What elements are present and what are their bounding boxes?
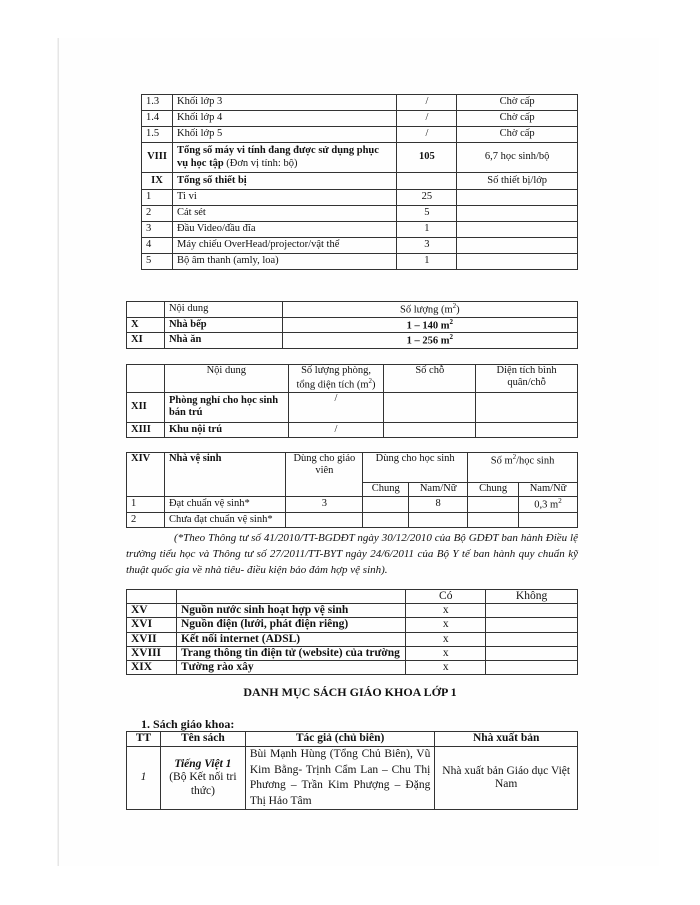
row-unit: Chờ cấp xyxy=(457,111,578,127)
facilities-table xyxy=(126,589,578,675)
book-title: Tiếng Việt 1 xyxy=(174,758,232,771)
row-yes: x xyxy=(406,632,486,646)
row-number: XVIII xyxy=(127,646,177,660)
row-name: Khu nội trú xyxy=(164,422,288,437)
row-number: XVI xyxy=(127,618,177,632)
row-name: Khối lớp 5 xyxy=(172,127,397,143)
table-row xyxy=(142,254,578,270)
row-qty: 5 xyxy=(397,206,457,222)
col-rooms: Số lượng phòng, tổng diện tích $(m^2)$ xyxy=(288,365,384,393)
textbook-table xyxy=(126,731,578,810)
row-qty: / xyxy=(397,127,457,143)
boarding-table xyxy=(126,364,578,438)
row-name: Tường rào xây xyxy=(176,661,405,675)
col-no: Không xyxy=(486,590,578,604)
row-name: Khối lớp 4 xyxy=(172,111,397,127)
table-header-row xyxy=(127,365,578,393)
table-row xyxy=(142,238,578,254)
col-chung: Chung xyxy=(468,483,519,497)
row-unit xyxy=(457,206,578,222)
row-name: Phòng nghỉ cho học sinh bán trú xyxy=(164,392,288,422)
row-qty xyxy=(397,173,457,190)
table-header-row xyxy=(127,453,578,483)
row-number: IX xyxy=(142,173,173,190)
col-namnu: Nam/Nữ xyxy=(409,483,468,497)
row-number: 2 xyxy=(142,206,173,222)
row-qty: 1 xyxy=(397,254,457,270)
col-places: Số chỗ xyxy=(384,365,476,393)
row-name: Khối lớp 3 xyxy=(172,95,397,111)
computers-label: Tổng số máy vi tính đang được sử dụng phục vụ học tập xyxy=(176,145,379,169)
table-row xyxy=(127,661,578,675)
row-number: XV xyxy=(127,604,177,618)
row-qty: 3 xyxy=(397,238,457,254)
col-student: Dùng cho học sinh xyxy=(363,453,468,483)
row-number: 4 xyxy=(142,238,173,254)
table-header-row xyxy=(127,590,578,604)
row-name: Kết nối internet (ADSL) xyxy=(176,632,405,646)
table-header-row xyxy=(127,302,578,318)
row-rooms: / xyxy=(288,422,384,437)
devices-header-row xyxy=(142,173,578,190)
row-yes: x xyxy=(406,661,486,675)
table-row xyxy=(142,111,578,127)
table-row xyxy=(127,512,578,527)
table-row xyxy=(127,317,578,333)
row-name: Ti vi xyxy=(172,190,397,206)
row-number: 1 xyxy=(127,747,161,810)
computers-row xyxy=(142,143,578,173)
kitchen-table xyxy=(126,301,578,349)
col-area: Diện tích bình quân/chỗ xyxy=(476,365,578,393)
row-number: 1.5 xyxy=(142,127,173,143)
section-heading: DANH MỤC SÁCH GIÁO KHOA LỚP 1 xyxy=(243,685,457,699)
row-name: Nguồn nước sinh hoạt hợp vệ sinh xyxy=(176,604,405,618)
row-unit xyxy=(457,254,578,270)
row-qty: / xyxy=(397,111,457,127)
row-rooms: / xyxy=(288,392,384,422)
table-row xyxy=(142,95,578,111)
row-name xyxy=(172,143,397,173)
row-teacher: 3 xyxy=(286,497,363,513)
col-namnu: Nam/Nữ xyxy=(519,483,578,497)
section-title: Nhà vệ sinh xyxy=(164,453,286,497)
row-name: Nguồn điện (lưới, phát điện riêng) xyxy=(176,618,405,632)
row-name: Trang thông tin điện tử (website) của trường xyxy=(176,646,405,660)
row-number: 2 xyxy=(127,512,165,527)
toilet-table xyxy=(126,452,578,528)
row-qty: 25 xyxy=(397,190,457,206)
row-qty: 105 xyxy=(397,143,457,173)
col-quantity: Số lượng $(m^2)$ xyxy=(282,302,577,318)
table-row xyxy=(127,632,578,646)
col-tt: TT xyxy=(127,732,161,747)
row-number: 1.4 xyxy=(142,111,173,127)
row-unit: Chờ cấp xyxy=(457,127,578,143)
table-header-row xyxy=(127,732,578,747)
book-publisher: Nhà xuất bản Giáo dục Việt Nam xyxy=(435,747,578,810)
book-series: (Bộ Kết nối tri thức) xyxy=(169,771,237,797)
row-name: Chưa đạt chuẩn vệ sinh* xyxy=(164,512,286,527)
table-row xyxy=(127,497,578,513)
row-yes: x xyxy=(406,618,486,632)
row-name: Đầu Video/đầu đĩa xyxy=(172,222,397,238)
col-content: Nội dung xyxy=(164,365,288,393)
regulation-note: (*Theo Thông tư số 41/2010/TT-BGDĐT ngày 30/12/2010 của Bộ GDĐT ban hành Điều lệ trường tiểu học và Thông tư số 27/2011/TT-BYT ngày 24/6/2011 của Bộ Y tế ban hành quy chuẩn kỹ thuật quốc gia về nhà tiêu- điều kiện bảo đảm hợp vệ sinh). xyxy=(126,532,578,576)
row-number: XVII xyxy=(127,632,177,646)
row-number: 3 xyxy=(142,222,173,238)
row-number: 1.3 xyxy=(142,95,173,111)
row-number: 1 xyxy=(142,190,173,206)
table-row xyxy=(127,646,578,660)
row-number: XI xyxy=(127,333,165,349)
col-chung: Chung xyxy=(363,483,409,497)
row-unit xyxy=(457,222,578,238)
row-yes: x xyxy=(406,604,486,618)
row-unit: 6,7 học sinh/bộ xyxy=(457,143,578,173)
row-number: VIII xyxy=(142,143,173,173)
row-value: 1 – 256 $m^2$ xyxy=(282,333,577,349)
book-author: Bùi Mạnh Hùng (Tổng Chủ Biên), Vũ Kim Bằng- Trịnh Cẩm Lan – Chu Thị Phương – Trần Kim Phượng – Đặng Thị Hảo Tâm xyxy=(245,747,435,810)
row-number: 5 xyxy=(142,254,173,270)
row-ratio: 0,3 $m^2$ xyxy=(519,497,578,513)
row-unit: Số thiết bị/lớp xyxy=(457,173,578,190)
col-teacher: Dùng cho giáo viên xyxy=(286,453,363,497)
col-ratio: Số $m^2$/học sinh xyxy=(468,453,578,483)
row-qty: / xyxy=(397,95,457,111)
row-unit xyxy=(457,238,578,254)
row-value: 1 – 140 $m^2$ xyxy=(282,317,577,333)
table-row xyxy=(142,190,578,206)
row-name: Cát sét xyxy=(172,206,397,222)
row-qty: 1 xyxy=(397,222,457,238)
row-number: 1 xyxy=(127,497,165,513)
col-author: Tác giả (chủ biên) xyxy=(245,732,435,747)
table-row xyxy=(127,422,578,437)
table-row xyxy=(127,618,578,632)
book-title-cell xyxy=(160,747,245,810)
row-unit: Chờ cấp xyxy=(457,95,578,111)
table-row xyxy=(127,392,578,422)
row-number: XIII xyxy=(127,422,165,437)
table-row xyxy=(142,222,578,238)
subsection-heading: 1. Sách giáo khoa: xyxy=(141,717,235,731)
row-number: X xyxy=(127,317,165,333)
section-number: XIV xyxy=(127,453,165,497)
row-number: XIX xyxy=(127,661,177,675)
row-unit xyxy=(457,190,578,206)
table-row xyxy=(142,206,578,222)
equipment-table xyxy=(141,94,578,270)
row-name: Nhà bếp xyxy=(164,317,282,333)
col-title: Tên sách xyxy=(160,732,245,747)
table-row xyxy=(127,604,578,618)
computers-unit-note: (Đơn vị tính: bộ) xyxy=(226,157,298,169)
row-name: Tổng số thiết bị xyxy=(172,173,397,190)
row-name: Đạt chuẩn vệ sinh* xyxy=(164,497,286,513)
table-row xyxy=(127,747,578,810)
col-content: Nội dung xyxy=(164,302,282,318)
table-row xyxy=(127,333,578,349)
row-name: Bộ âm thanh (amly, loa) xyxy=(172,254,397,270)
row-namnu: 8 xyxy=(409,497,468,513)
row-name: Nhà ăn xyxy=(164,333,282,349)
row-yes: x xyxy=(406,646,486,660)
col-yes: Có xyxy=(406,590,486,604)
row-number: XII xyxy=(127,392,165,422)
table-row xyxy=(142,127,578,143)
row-name: Máy chiếu OverHead/projector/vật thể xyxy=(172,238,397,254)
col-publisher: Nhà xuất bản xyxy=(435,732,578,747)
